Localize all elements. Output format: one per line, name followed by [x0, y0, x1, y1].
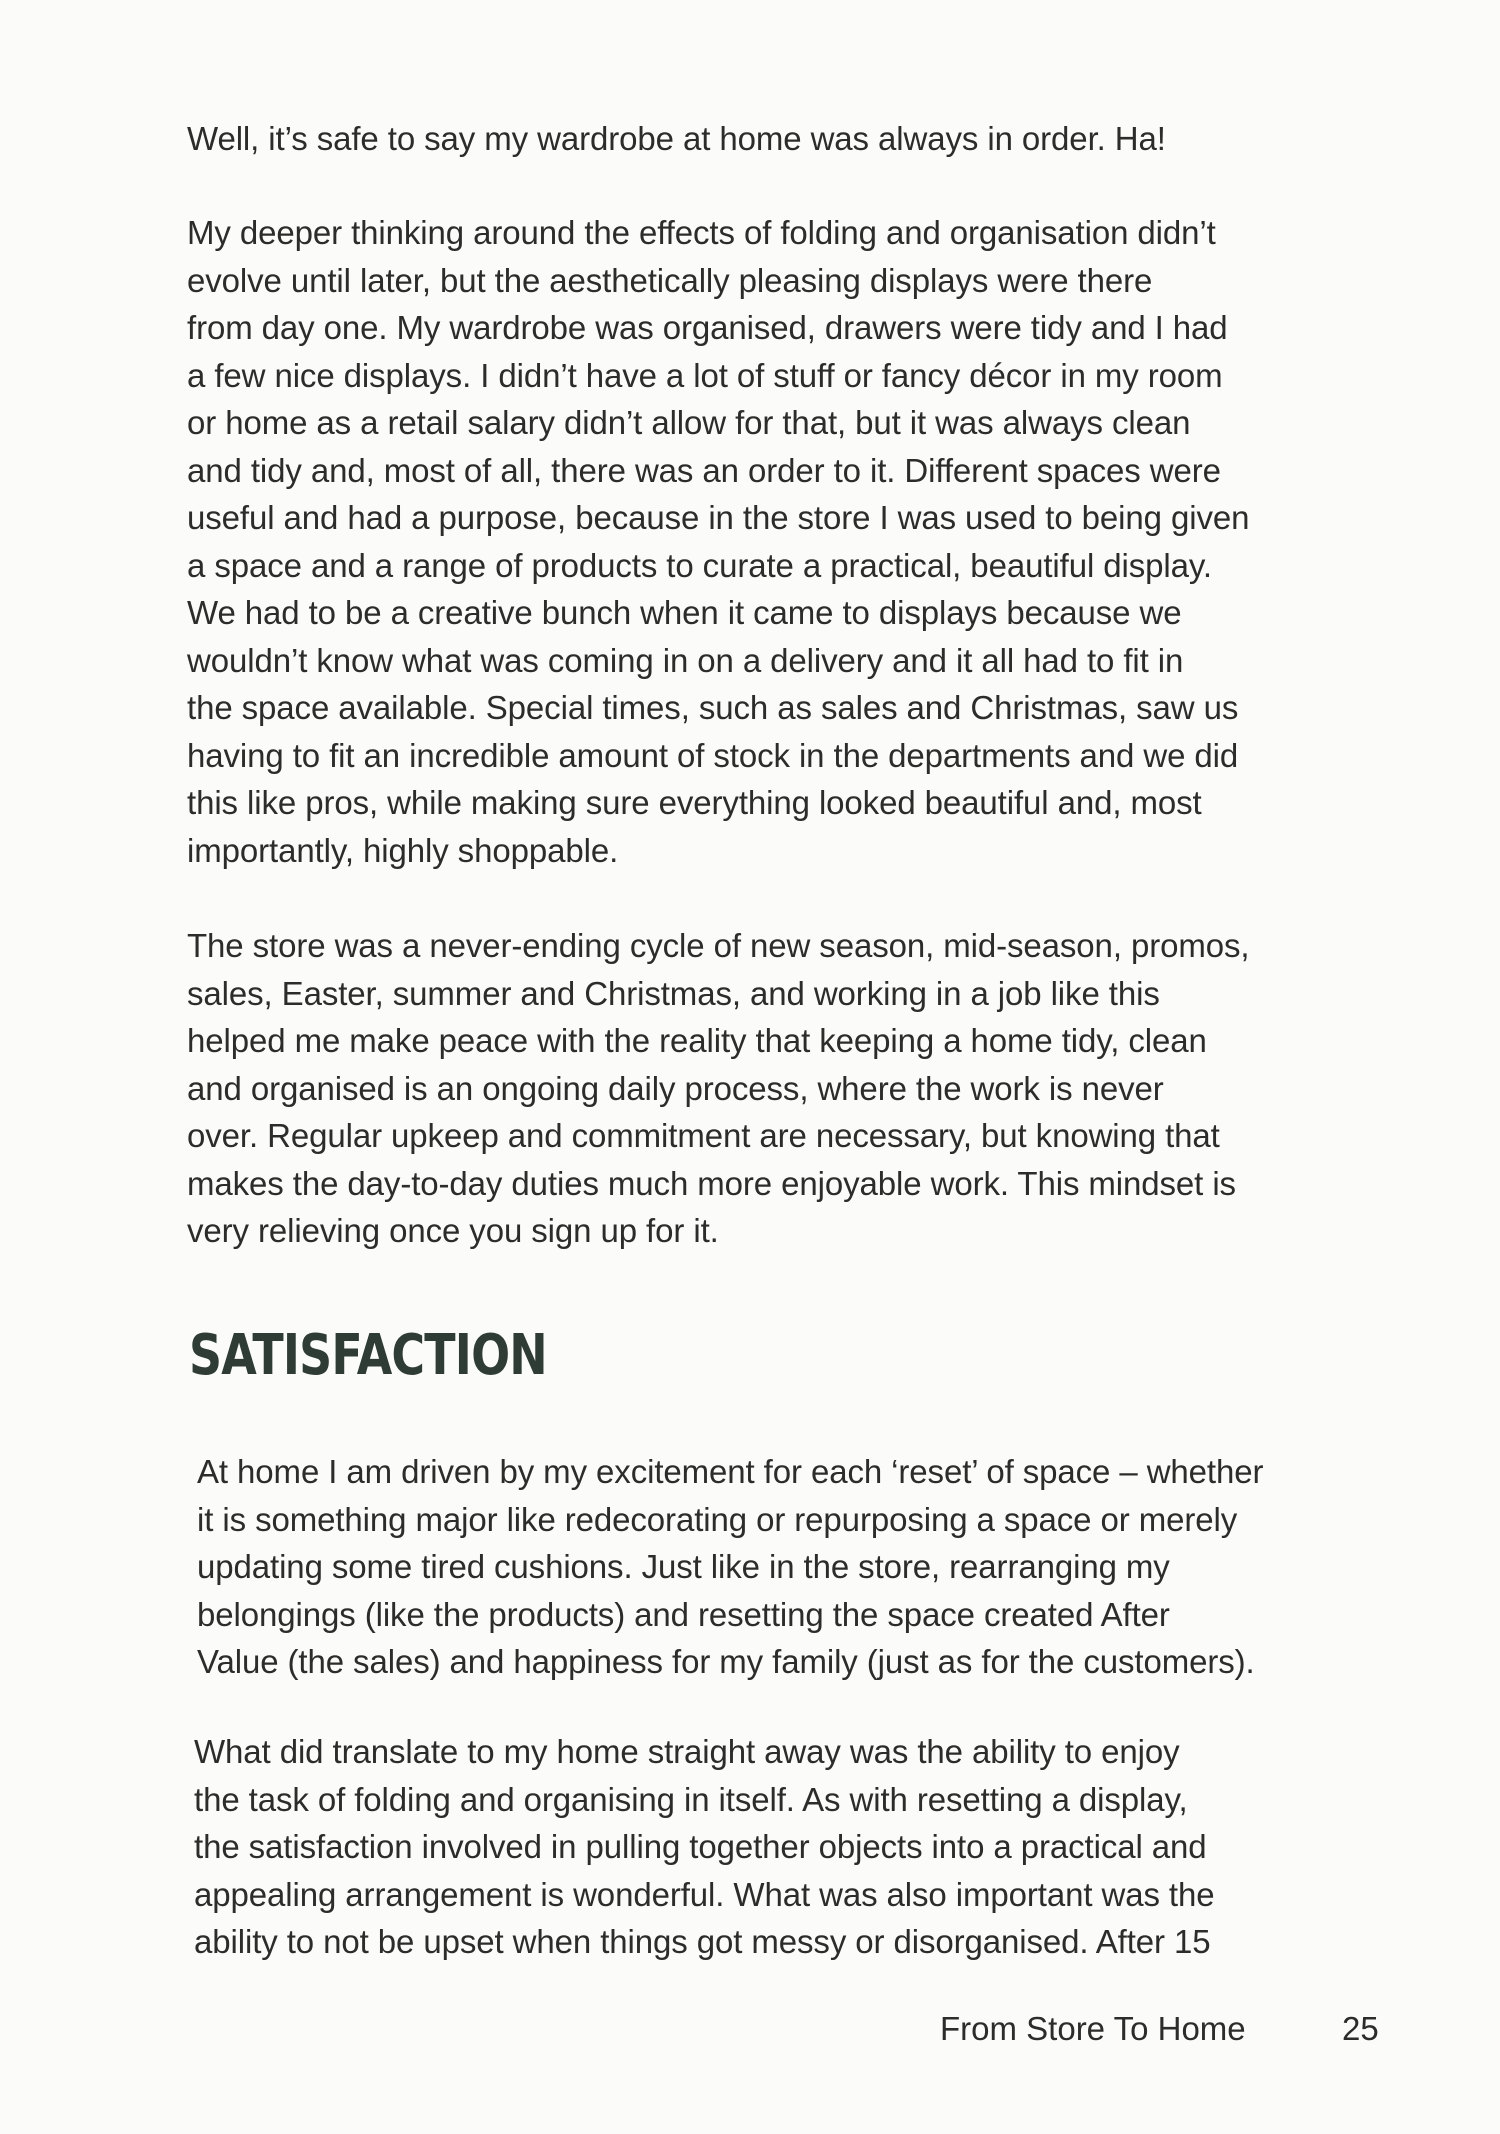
section-heading-satisfaction: SATISFACTION [189, 1323, 547, 1388]
running-footer-title: From Store To Home [940, 2010, 1246, 2047]
page-number: 25 [1342, 2010, 1379, 2047]
paragraph-deeper-thinking: My deeper thinking around the effects of folding and organisation didn’t evolve until later, but the aesthetically pleasing displays were there from day one. My wardrobe was organised, drawers were tidy and I had a few nice displays. I didn’t have a lot of stuff or fancy décor in my room or home as a retail salary didn’t allow for that, but it was always clean and tidy and, most of all, there was an order to it. Different spaces were useful and had a purpose, because in the store I was used to being given a space and a range of products to curate a practical, beautiful display. We had to be a creative bunch when it came to displays because we wouldn’t know what was coming in on a delivery and it all had to fit in the space available. Special times, such as sales and Christmas, saw us having to fit an incredible amount of stock in the departments and we did this like pros, while making sure everything looked beautiful and, most importantly, highly shoppable. [187, 214, 1250, 869]
paragraph-reset-space: At home I am driven by my excitement for each ‘reset’ of space – whether it is something major like redecorating or repurposing a space or merely updating some tired cushions. Just like in the store, rearranging my belongings (like the products) and resetting the space created After Value (the sales) and happiness for my family (just as for the customers). [197, 1453, 1264, 1680]
paragraph-wardrobe-intro: Well, it’s safe to say my wardrobe at home was always in order. Ha! [187, 120, 1166, 157]
paragraph-store-cycle: The store was a never-ending cycle of new season, mid-season, promos, sales, Easter, summer and Christmas, and working in a job like this helped me make peace with the reality that keeping a home tidy, clean and organised is an ongoing daily process, where the work is never over. Regular upkeep and commitment are necessary, but knowing that makes the day-to-day duties much more enjoyable work. This mindset is very relieving once you sign up for it. [187, 927, 1250, 1249]
page-footer [0, 2010, 1500, 2060]
paragraph-folding-enjoyment: What did translate to my home straight away was the ability to enjoy the task of folding and organising in itself. As with resetting a display, the satisfaction involved in pulling together objects into a practical and appealing arrangement is wonderful. What was also important was the ability to not be upset when things got messy or disorganised. After 15 [194, 1733, 1215, 1960]
